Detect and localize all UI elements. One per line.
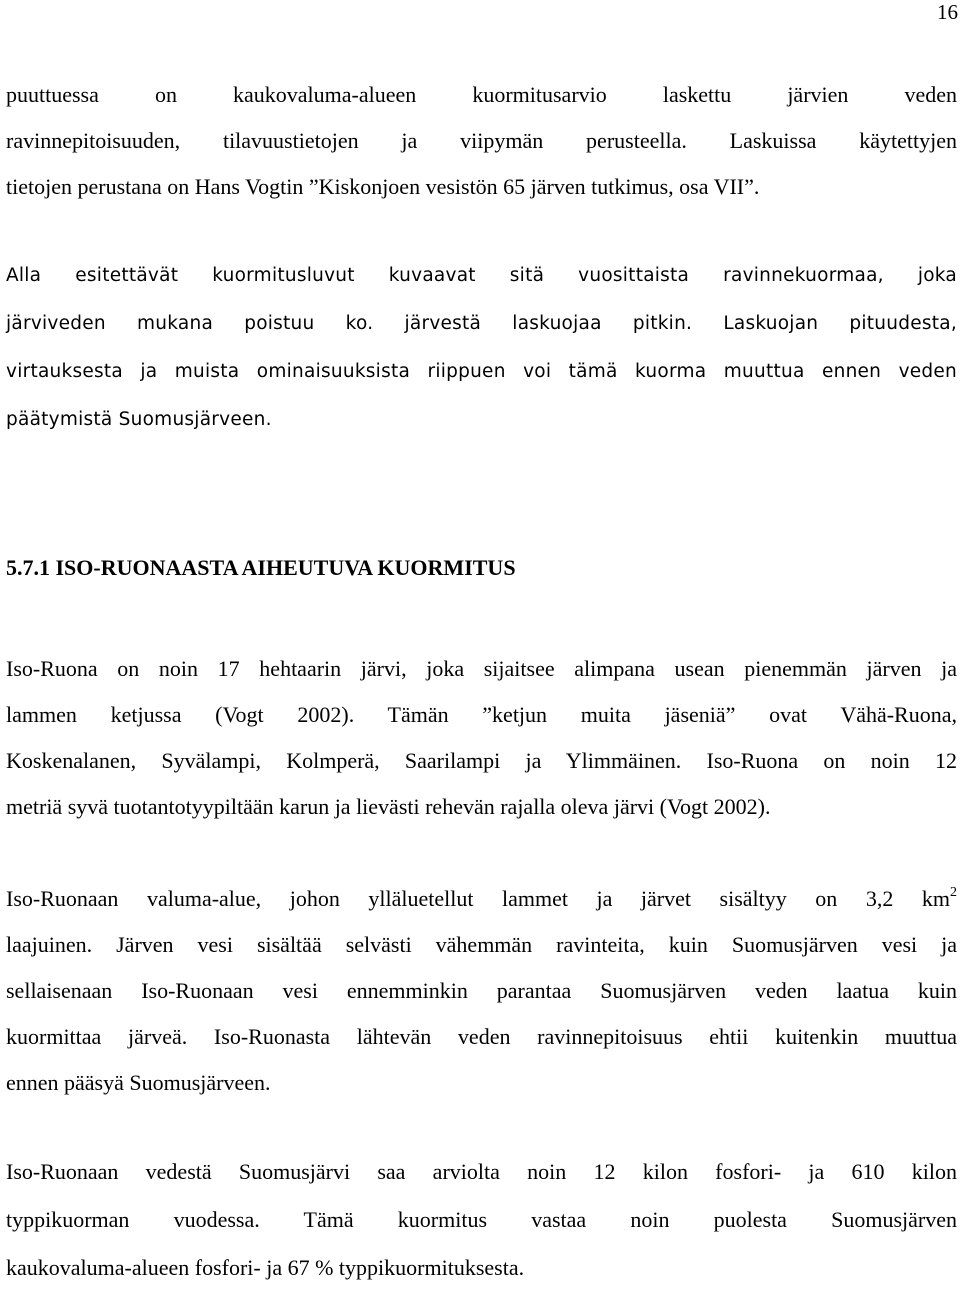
paragraph-2: [6, 252, 957, 444]
text-line: kuormittaa järveä. Iso-Ruonasta lähtevän veden ravinnepitoisuus ehtii kuitenkin muuttua: [6, 1024, 957, 1049]
text-line: tietojen perustana on Hans Vogtin ”Kiskonjoen vesistön 65 järven tutkimus, osa VII”.: [6, 174, 760, 199]
text-line: kaukovaluma-alueen fosfori- ja 67 % typpikuormituksesta.: [6, 1255, 525, 1280]
text-line: Iso-Ruonaan vedestä Suomusjärvi saa arviolta noin 12 kilon fosfori- ja 610 kilon: [6, 1159, 957, 1184]
text-line: Alla esitettävät kuormitusluvut kuvaavat sitä vuosittaista ravinnekuormaa, joka: [6, 265, 957, 286]
text-line: virtauksesta ja muista ominaisuuksista riippuen voi tämä kuorma muuttua ennen veden: [6, 361, 957, 382]
text-line: puuttuessa on kaukovaluma-alueen kuormitusarvio laskettu järvien veden: [6, 82, 957, 107]
text-line: [6, 876, 957, 922]
paragraph-1: [6, 72, 957, 210]
text-line: ennen pääsyä Suomusjärveen.: [6, 1070, 271, 1095]
text-line: typpikuorman vuodessa. Tämä kuormitus vastaa noin puolesta Suomusjärven: [6, 1207, 957, 1232]
text-line: ravinnepitoisuuden, tilavuustietojen ja viipymän perusteella. Laskuissa käytettyjen: [6, 128, 957, 153]
text-line: Koskenalanen, Syvälampi, Kolmperä, Saarilampi ja Ylimmäinen. Iso-Ruona on noin 12: [6, 748, 957, 773]
section-heading: 5.7.1 ISO-RUONAASTA AIHEUTUVA KUORMITUS: [6, 555, 516, 580]
paragraph-4: [6, 876, 957, 1106]
text-line: sellaisenaan Iso-Ruonaan vesi ennemminkin parantaa Suomusjärven veden laatua kuin: [6, 978, 957, 1003]
text-line: lammen ketjussa (Vogt 2002). Tämän ”ketjun muita jäseniä” ovat Vähä-Ruona,: [6, 702, 957, 727]
paragraph-5: [6, 1148, 957, 1292]
page-number: 16: [937, 0, 958, 24]
text-line: Iso-Ruona on noin 17 hehtaarin järvi, joka sijaitsee alimpana usean pienemmän järven ja: [6, 656, 957, 681]
superscript: 2: [950, 885, 957, 900]
text-line: laajuinen. Järven vesi sisältää selvästi vähemmän ravinteita, kuin Suomusjärven vesi ja: [6, 932, 957, 957]
text-line: päätymistä Suomusjärveen.: [6, 409, 272, 430]
paragraph-3: [6, 646, 957, 830]
text-line: järviveden mukana poistuu ko. järvestä laskuojaa pitkin. Laskuojan pituudesta,: [6, 313, 957, 334]
text-segment: Iso-Ruonaan valuma-alue, johon ylläluetellut lammet ja järvet sisältyy on 3,2 km: [6, 886, 950, 911]
text-line: metriä syvä tuotantotyypiltään karun ja lievästi rehevän rajalla oleva järvi (Vogt 2002).: [6, 794, 771, 819]
